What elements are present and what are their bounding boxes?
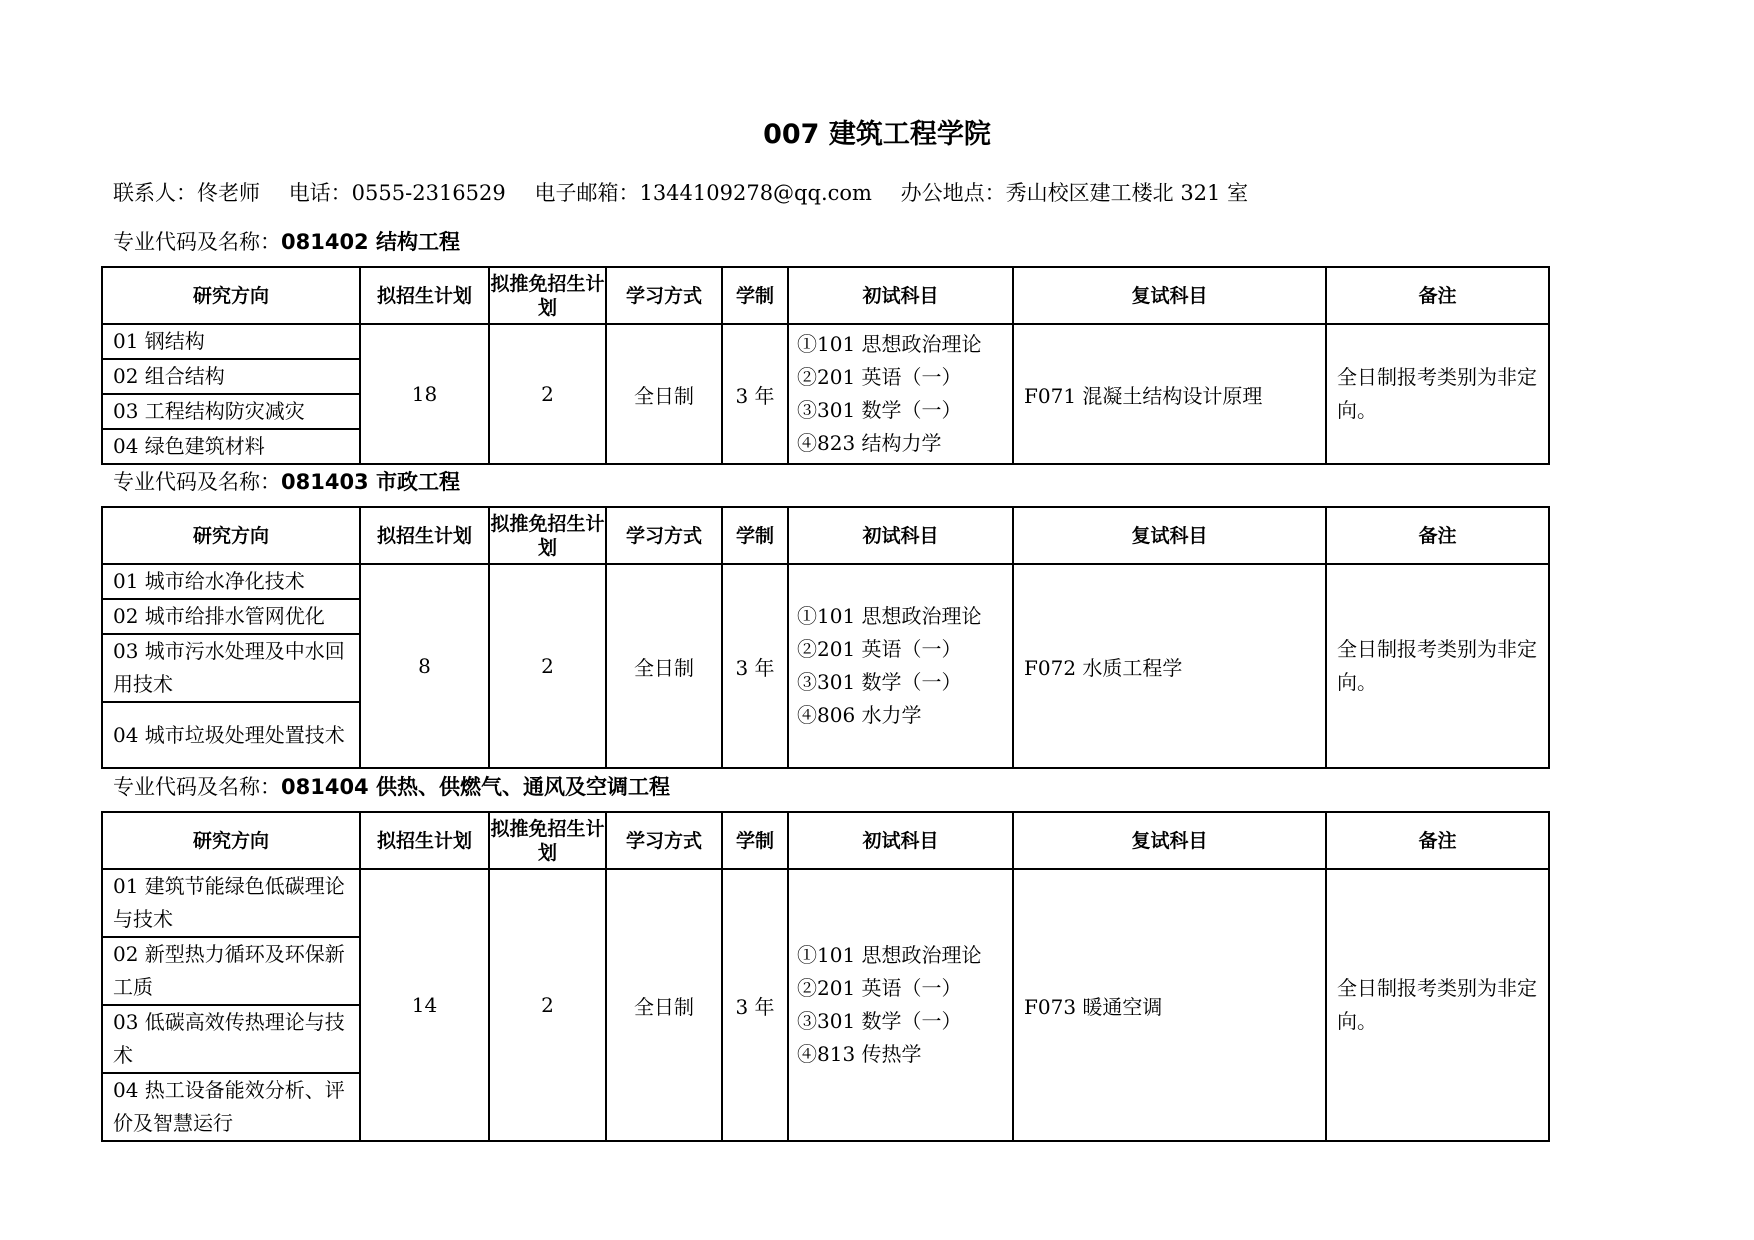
header-retest: 复试科目 [1013,507,1326,564]
exam-subject: ①101 思想政治理论 [797,604,982,628]
exam-subject: ②201 英语（一） [797,976,962,1000]
program-table [101,266,1550,465]
header-row [102,267,1549,324]
exam-subject: ④813 传热学 [797,1042,922,1066]
contact-office: 办公地点：秀山校区建工楼北 321 室 [900,181,1249,205]
mode-value: 全日制 [606,324,722,464]
header-duration: 学制 [722,267,788,324]
program-table [101,811,1550,1142]
direction-item: 01 城市给水净化技术 [102,564,360,599]
header-direction: 研究方向 [102,812,360,869]
contact-person: 联系人：佟老师 [113,181,260,205]
header-mode: 学习方式 [606,812,722,869]
direction-item: 03 工程结构防灾减灾 [102,394,360,429]
duration-value: 3 年 [722,324,788,464]
header-exams: 初试科目 [788,267,1013,324]
program-table [101,506,1550,769]
header-note: 备注 [1326,812,1549,869]
exam-subjects [788,869,1013,1141]
header-exempt-plan: 拟推免招生计划 [489,812,606,869]
header-plan: 拟招生计划 [360,267,489,324]
direction-item: 02 组合结构 [102,359,360,394]
header-row [102,812,1549,869]
mode-value: 全日制 [606,564,722,768]
exam-subject: ②201 英语（一） [797,637,962,661]
major-name: 081402 结构工程 [281,230,460,254]
direction-item: 02 城市给排水管网优化 [102,599,360,634]
header-note: 备注 [1326,267,1549,324]
exam-subject: ④823 结构力学 [797,431,942,455]
retest-subject: F071 混凝土结构设计原理 [1013,324,1326,464]
exam-subject: ②201 英语（一） [797,365,962,389]
exam-subjects [788,564,1013,768]
exam-subjects [788,324,1013,464]
direction-item: 04 热工设备能效分析、评价及智慧运行 [102,1073,360,1141]
header-retest: 复试科目 [1013,812,1326,869]
exam-subject: ①101 思想政治理论 [797,332,982,356]
contact-phone: 电话：0555-2316529 [288,181,506,205]
direction-item: 01 钢结构 [102,324,360,359]
note-value: 全日制报考类别为非定向。 [1326,564,1549,768]
header-direction: 研究方向 [102,267,360,324]
major-name: 081404 供热、供燃气、通风及空调工程 [281,775,670,799]
exam-subject: ④806 水力学 [797,703,922,727]
direction-item: 01 建筑节能绿色低碳理论与技术 [102,869,360,937]
header-duration: 学制 [722,812,788,869]
major-label: 专业代码及名称： [113,470,281,494]
direction-item: 03 城市污水处理及中水回用技术 [102,634,360,702]
major-label: 专业代码及名称： [113,230,281,254]
header-exams: 初试科目 [788,507,1013,564]
direction-item: 04 绿色建筑材料 [102,429,360,464]
header-note: 备注 [1326,507,1549,564]
exempt-plan-value: 2 [489,564,606,768]
retest-subject: F072 水质工程学 [1013,564,1326,768]
direction-item: 03 低碳高效传热理论与技术 [102,1005,360,1073]
header-row [102,507,1549,564]
mode-value: 全日制 [606,869,722,1141]
header-direction: 研究方向 [102,507,360,564]
plan-value: 8 [360,564,489,768]
header-mode: 学习方式 [606,267,722,324]
exam-subject: ③301 数学（一） [797,670,962,694]
direction-item: 02 新型热力循环及环保新工质 [102,937,360,1005]
exempt-plan-value: 2 [489,324,606,464]
note-value: 全日制报考类别为非定向。 [1326,869,1549,1141]
header-mode: 学习方式 [606,507,722,564]
header-exams: 初试科目 [788,812,1013,869]
major-heading [113,227,460,257]
header-plan: 拟招生计划 [360,812,489,869]
header-exempt-plan: 拟推免招生计划 [489,267,606,324]
major-name: 081403 市政工程 [281,470,460,494]
duration-value: 3 年 [722,564,788,768]
major-heading [113,467,460,497]
table-row [102,869,1549,937]
plan-value: 18 [360,324,489,464]
major-label: 专业代码及名称： [113,775,281,799]
major-heading [113,772,670,802]
retest-subject: F073 暖通空调 [1013,869,1326,1141]
exempt-plan-value: 2 [489,869,606,1141]
page-title: 007 建筑工程学院 [763,119,991,150]
note-value: 全日制报考类别为非定向。 [1326,324,1549,464]
exam-subject: ①101 思想政治理论 [797,943,982,967]
header-duration: 学制 [722,507,788,564]
header-plan: 拟招生计划 [360,507,489,564]
duration-value: 3 年 [722,869,788,1141]
plan-value: 14 [360,869,489,1141]
exam-subject: ③301 数学（一） [797,1009,962,1033]
header-retest: 复试科目 [1013,267,1326,324]
header-exempt-plan: 拟推免招生计划 [489,507,606,564]
table-row [102,564,1549,599]
contact-line [113,178,1248,208]
contact-email: 电子邮箱：1344109278@qq.com [534,181,872,205]
direction-item: 04 城市垃圾处理处置技术 [102,702,360,768]
exam-subject: ③301 数学（一） [797,398,962,422]
table-row [102,324,1549,359]
